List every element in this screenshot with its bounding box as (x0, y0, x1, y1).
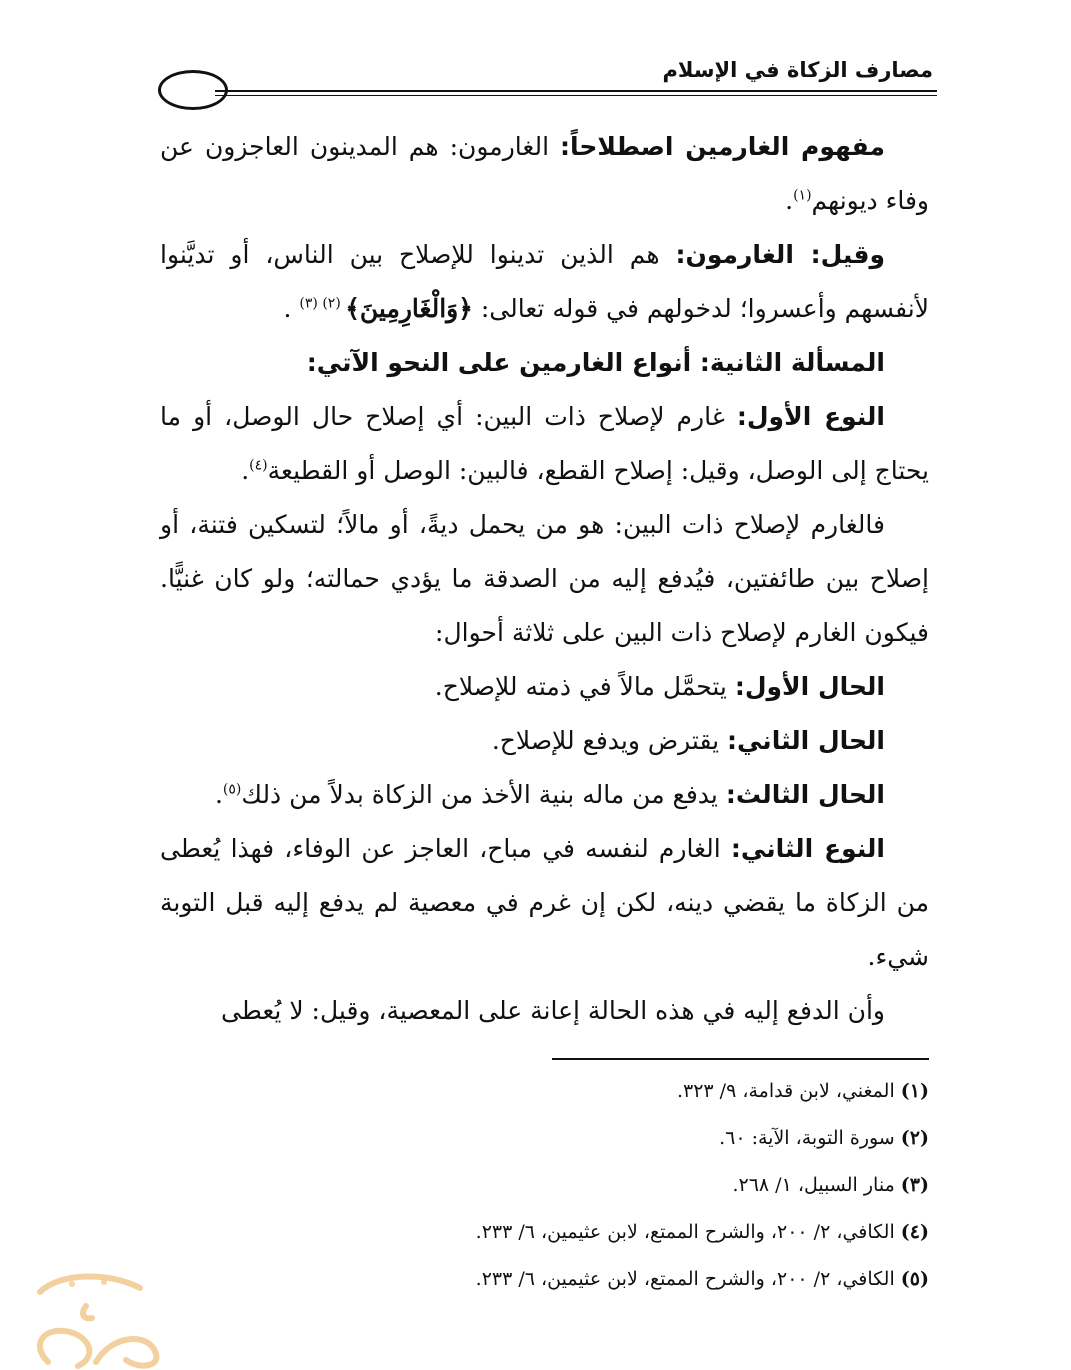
footnote-item (329, 1256, 929, 1303)
paragraph-lead: الحال الأول: (734, 672, 885, 701)
paragraph-type-one (160, 390, 929, 498)
paragraph-reconciler: فالغارم لإصلاح ذات البين: هو من يحمل ديةً، أو مالاً؛ لتسكين فتنة، أو إصلاح بين طائفتين، فيُدفع إليه من الصدقة ما يؤدي حمالته؛ ولو كان غنيًّا. فيكون الغارم لإصلاح ذات البين على ثلاثة أحوال: (160, 510, 929, 647)
paragraph-lead: الحال الثاني: (727, 726, 885, 755)
paragraph-text: هم الذين تدينوا للإصلاح بين الناس، أو تديَّنوا لأنفسهم وأعسروا؛ لدخولهم في قوله تعالى: (160, 240, 929, 323)
paragraph-lead: النوع الثاني: (730, 834, 886, 863)
paragraph-end: . (283, 294, 300, 323)
footnote-ref: (٤) (249, 457, 268, 474)
footnote-number: (١) (900, 1080, 929, 1102)
paragraph-text: يتحمَّل مالاً في ذمته للإصلاح. (434, 672, 735, 701)
paragraph-lead: وقيل: الغارمون: (675, 240, 885, 269)
footnote-item (329, 1115, 929, 1162)
paragraph-end: . (785, 186, 794, 215)
footnote-ref: (١) (793, 187, 812, 204)
paragraph-text: غارم لإصلاح ذات البين: أي إصلاح حال الوصل، أو ما يحتاج إلى الوصل، وقيل: إصلاح القطع، فالبين: الوصل أو القطيعة (160, 402, 929, 485)
paragraph-lead: الحال الثالث: (725, 780, 885, 809)
paragraph-end: . (214, 780, 223, 809)
paragraph-type-two (160, 822, 929, 984)
body-text (160, 120, 929, 1038)
footnote-item (329, 1068, 929, 1115)
paragraph-state-two (160, 714, 929, 768)
paragraph-state-three (160, 768, 929, 822)
paragraph-text: الغارمون: هم المدينون العاجزون عن وفاء ديونهم (160, 132, 929, 215)
paragraph-state-one (160, 660, 929, 714)
paragraph-definition (160, 120, 929, 228)
paragraph-text: يدفع من ماله بنية الأخذ من الزكاة بدلاً من ذلك (241, 780, 726, 809)
footnote-number: (٢) (900, 1127, 929, 1149)
header-rule (215, 90, 937, 96)
footnote-text: الكافي، ٢/ ٢٠٠، والشرح الممتع، لابن عثيمين، ٦/ ٢٣٣. (475, 1221, 901, 1243)
paragraph-end: . (241, 456, 250, 485)
footnote-rule (552, 1058, 929, 1060)
paragraph-alt-definition (160, 228, 929, 336)
section-heading: المسألة الثانية: أنواع الغارمين على النحو الآتي: (306, 348, 885, 377)
footnote-number: (٤) (900, 1221, 929, 1243)
footnote-text: المغني، لابن قدامة، ٩/ ٣٢٣. (676, 1080, 901, 1102)
footnote-text: الكافي، ٢/ ٢٠٠، والشرح الممتع، لابن عثيمين، ٦/ ٢٣٣. (475, 1268, 901, 1290)
footnote-ref: (٢) (٣) (299, 295, 346, 312)
calligraphy-logo-watermark-icon (0, 1262, 175, 1370)
footnote-item (329, 1162, 929, 1209)
paragraph-lead: النوع الأول: (736, 402, 886, 431)
paragraph-continuation: وأن الدفع إليه في هذه الحالة إعانة على المعصية، وقيل: لا يُعطى (221, 996, 885, 1025)
footnote-number: (٥) (900, 1268, 929, 1290)
footnote-text: سورة التوبة، الآية: ٦٠. (719, 1127, 901, 1149)
footnote-item (329, 1209, 929, 1256)
footnote-ref: (٥) (222, 781, 242, 798)
paragraph-lead: مفهوم الغارمين اصطلاحاً: (560, 132, 885, 161)
paragraph-text: يقترض ويدفع للإصلاح. (491, 726, 728, 755)
footnote-text: منار السبيل، ١/ ٢٦٨. (732, 1174, 901, 1196)
footnote-number: (٣) (900, 1174, 929, 1196)
paragraph-text: الغارم لنفسه في مباح، العاجز عن الوفاء، فهذا يُعطى من الزكاة ما يقضي دينه، لكن إن غرم في معصية لم يدفع إليه قبل التوبة شيء. (160, 834, 929, 971)
footnotes (329, 1068, 929, 1303)
quran-quote: ﴿وَالْغَارِمِينَ﴾ (345, 294, 473, 323)
running-title: مصارف الزكاة في الإسلام (662, 58, 933, 82)
